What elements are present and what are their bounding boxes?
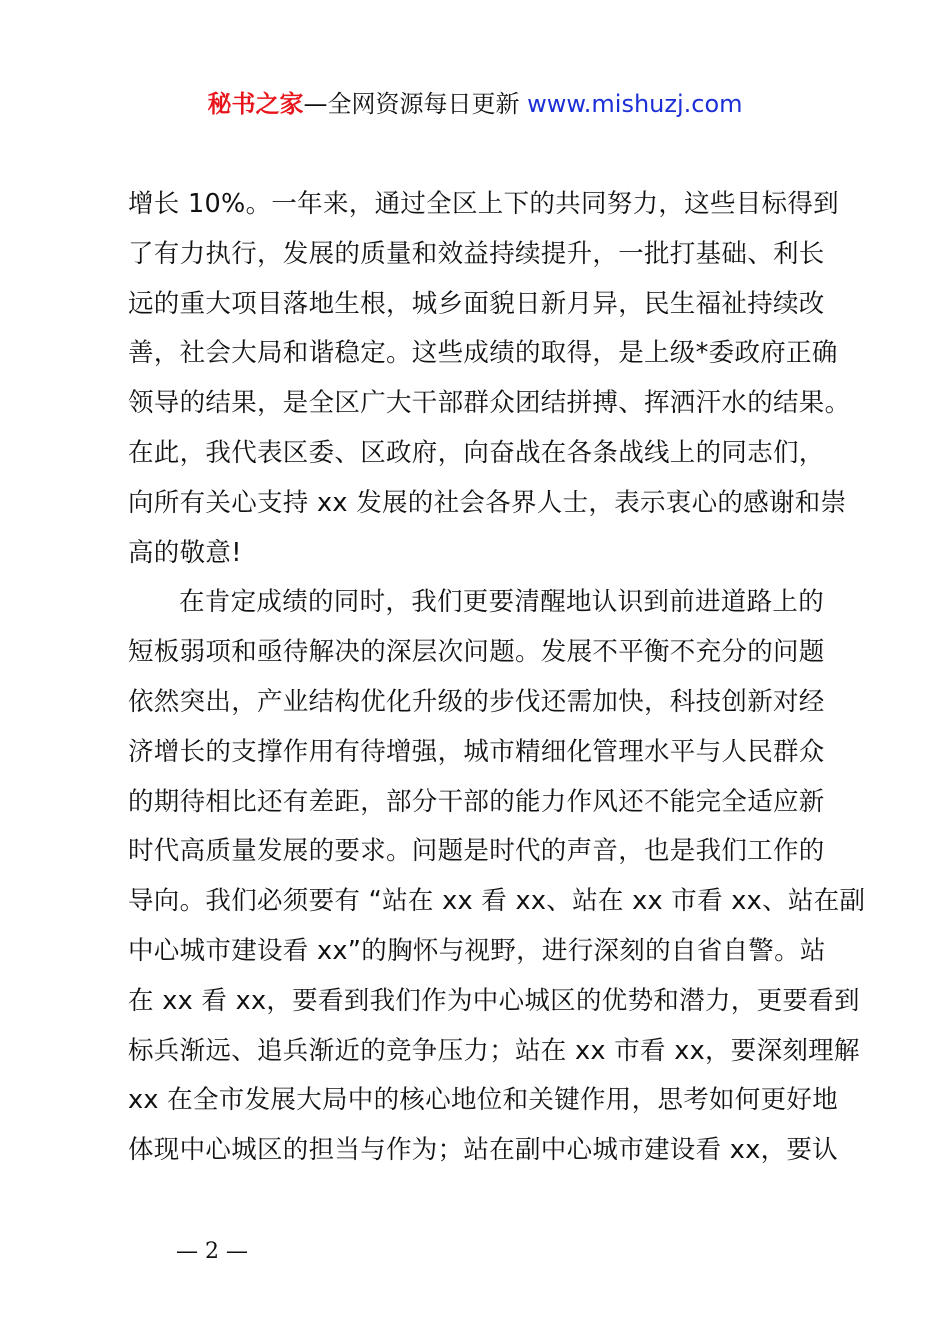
text-line: 中心城市建设看 xx”的胸怀与视野，进行深刻的自省自警。站	[128, 935, 826, 966]
text-line: 善，社会大局和谐稳定。这些成绩的取得，是上级*委政府正确	[128, 338, 838, 369]
text-line: 领导的结果，是全区广大干部群众团结拼搏、挥洒汗水的结果。	[128, 388, 851, 419]
text-line: 导向。我们必须要有 “站在 xx 看 xx、站在 xx 市看 xx、站在副	[128, 886, 866, 917]
text-line: 的期待相比还有差距，部分干部的能力作风还不能完全适应新	[128, 786, 825, 817]
text-line: 远的重大项目落地生根，城乡面貌日新月异，民生福祉持续改	[128, 288, 825, 319]
site-tagline: —全网资源每日更新	[303, 90, 520, 118]
paragraph	[128, 578, 866, 1176]
text-line: 济增长的支撑作用有待增强，城市精细化管理水平与人民群众	[128, 736, 825, 767]
text-line: 了有力执行，发展的质量和效益持续提升，一批打基础、利长	[128, 238, 825, 269]
text-line: 在肯定成绩的同时，我们更要清醒地认识到前进道路上的	[179, 587, 825, 618]
text-line: 在 xx 看 xx，要看到我们作为中心城区的优势和潜力，更要看到	[128, 985, 860, 1016]
text-line: 依然突出，产业结构优化升级的步伐还需加快，科技创新对经	[128, 686, 825, 717]
site-url[interactable]: www.mishuzj.com	[527, 90, 743, 118]
text-line: 增长 10%。一年来，通过全区上下的共同努力，这些目标得到	[128, 189, 839, 219]
text-line: 体现中心城区的担当与作为；站在副中心城市建设看 xx，要认	[128, 1135, 838, 1166]
text-line: 在此，我代表区委、区政府，向奋战在各条战线上的同志们，	[128, 437, 825, 468]
text-line: 短板弱项和亟待解决的深层次问题。发展不平衡不充分的问题	[128, 637, 825, 668]
site-brand: 秘书之家	[207, 90, 304, 118]
page-number: — 2 —	[176, 1239, 248, 1264]
text-line: 向所有关心支持 xx 发展的社会各界人士，表示衷心的感谢和崇	[128, 487, 847, 518]
document-body	[128, 180, 866, 1176]
text-line: 标兵渐远、追兵渐近的竞争压力；站在 xx 市看 xx，要深刻理解	[128, 1035, 860, 1066]
site-header	[0, 88, 950, 120]
paragraph	[128, 180, 851, 578]
text-line: 时代高质量发展的要求。问题是时代的声音，也是我们工作的	[128, 836, 825, 867]
text-line: xx 在全市发展大局中的核心地位和关键作用，思考如何更好地	[128, 1085, 838, 1116]
text-line: 高的敬意!	[128, 537, 242, 568]
